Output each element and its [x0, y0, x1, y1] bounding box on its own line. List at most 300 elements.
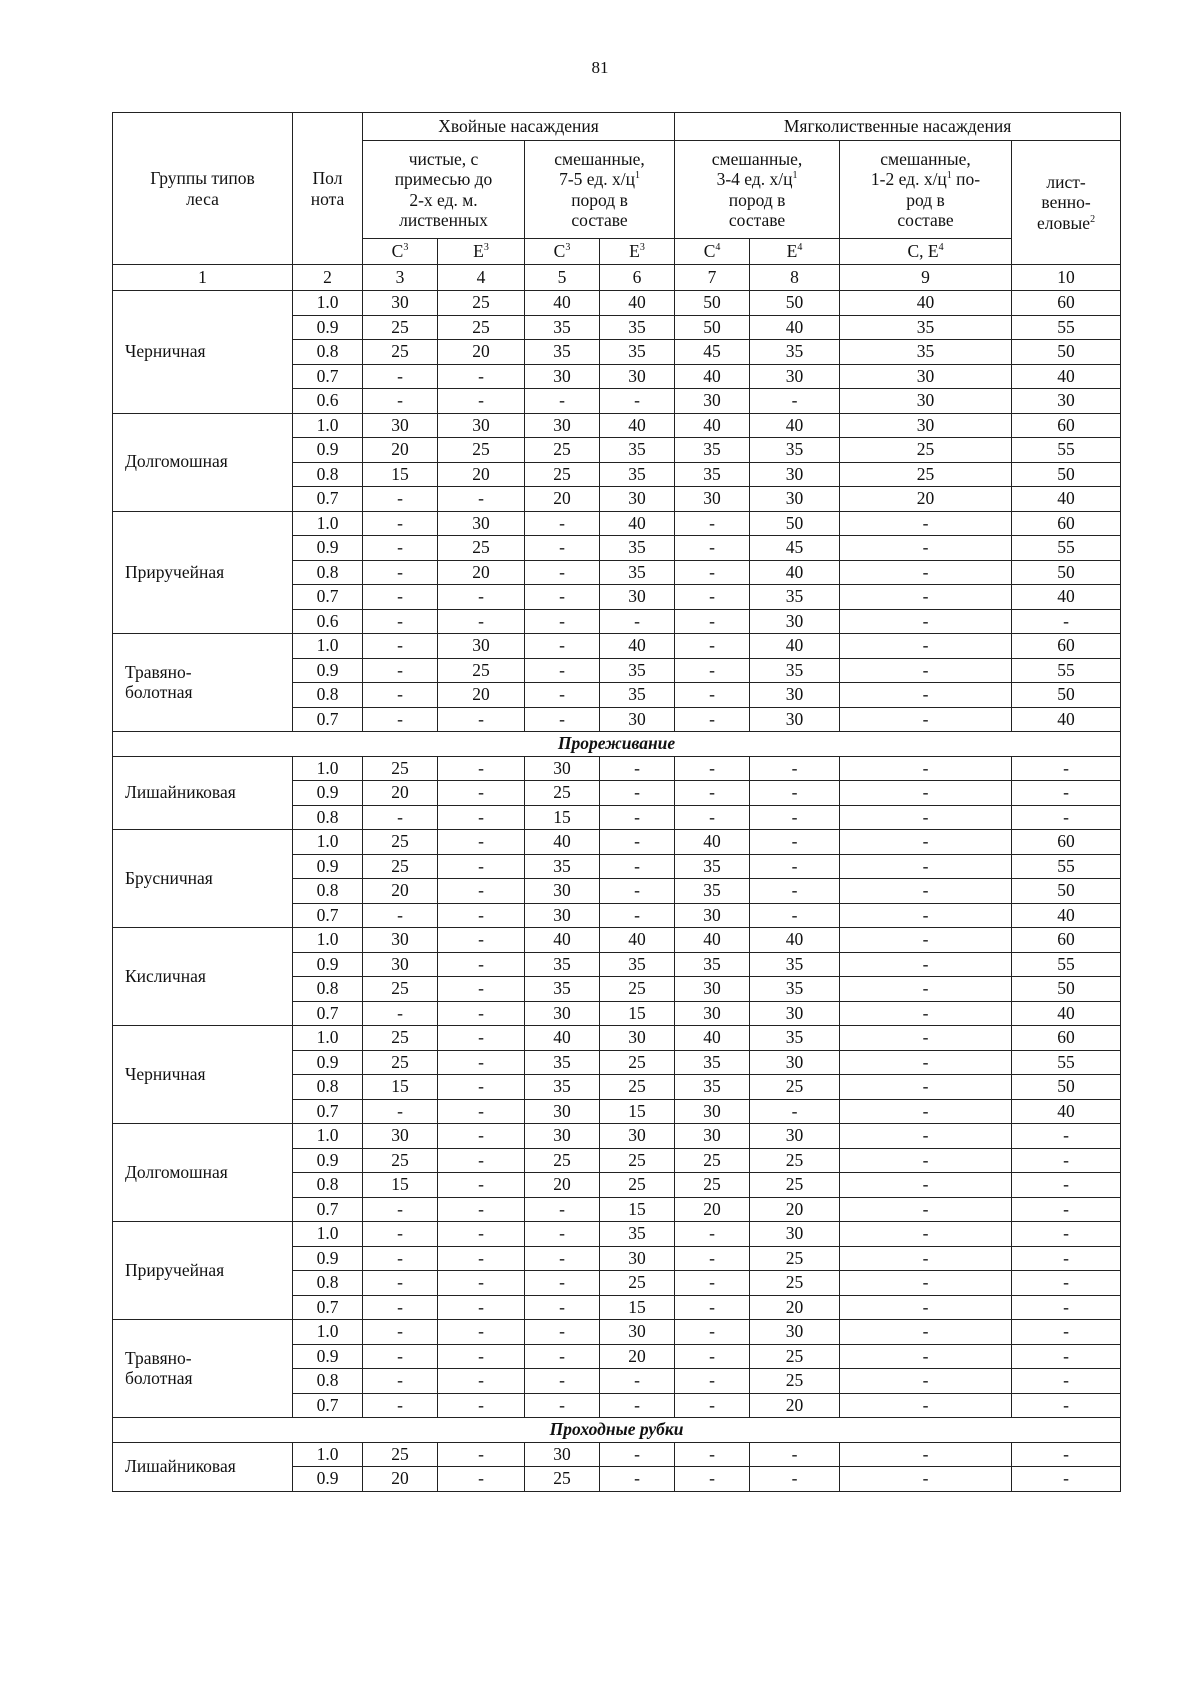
value-cell: -	[600, 805, 675, 830]
value-cell: -	[675, 609, 750, 634]
value-cell: 60	[1012, 928, 1121, 953]
density-cell: 1.0	[293, 756, 363, 781]
density-cell: 0.9	[293, 536, 363, 561]
value-cell: -	[1012, 805, 1121, 830]
value-cell: 30	[750, 609, 840, 634]
value-cell: -	[840, 781, 1012, 806]
value-cell: 35	[675, 1075, 750, 1100]
value-cell: 50	[750, 511, 840, 536]
value-cell: 35	[525, 952, 600, 977]
value-cell: -	[1012, 1197, 1121, 1222]
value-cell: -	[840, 1320, 1012, 1345]
value-cell: -	[438, 1050, 525, 1075]
value-cell: -	[363, 1295, 438, 1320]
value-cell: -	[438, 756, 525, 781]
value-cell: 35	[525, 1050, 600, 1075]
value-cell: -	[840, 1001, 1012, 1026]
header-sub-deciduous-spruce: лист- венно- еловые$^2$	[1012, 141, 1121, 265]
value-cell: 20	[438, 560, 525, 585]
value-cell: 40	[750, 315, 840, 340]
value-cell: -	[1012, 1173, 1121, 1198]
value-cell: 50	[1012, 683, 1121, 708]
value-cell: 35	[750, 340, 840, 365]
value-cell: 20	[525, 1173, 600, 1198]
value-cell: -	[840, 634, 1012, 659]
forest-type-group: Лишайниковая	[113, 1442, 293, 1491]
value-cell: -	[438, 977, 525, 1002]
value-cell: -	[1012, 781, 1121, 806]
value-cell: 30	[525, 364, 600, 389]
value-cell: -	[438, 1369, 525, 1394]
density-cell: 0.9	[293, 658, 363, 683]
value-cell: -	[675, 805, 750, 830]
value-cell: -	[600, 903, 675, 928]
density-cell: 0.9	[293, 438, 363, 463]
value-cell: 40	[1012, 1099, 1121, 1124]
header-sub-mixed-3-4: смешанные, 3-4 ед. $х/ц^1$ пород в составе	[675, 141, 840, 239]
header-group-types: Группы типов леса	[113, 113, 293, 265]
column-number-cell: 8	[750, 265, 840, 291]
value-cell: 25	[363, 756, 438, 781]
value-cell: 15	[525, 805, 600, 830]
value-cell: -	[1012, 756, 1121, 781]
value-cell: -	[840, 903, 1012, 928]
value-cell: 35	[525, 977, 600, 1002]
density-cell: 0.7	[293, 1295, 363, 1320]
value-cell: -	[840, 756, 1012, 781]
value-cell: -	[363, 658, 438, 683]
value-cell: -	[600, 830, 675, 855]
value-cell: 30	[600, 585, 675, 610]
density-cell: 0.7	[293, 1001, 363, 1026]
density-cell: 0.9	[293, 1050, 363, 1075]
value-cell: 60	[1012, 1026, 1121, 1051]
density-cell: 1.0	[293, 634, 363, 659]
value-cell: -	[363, 1099, 438, 1124]
value-cell: -	[438, 805, 525, 830]
value-cell: -	[675, 1442, 750, 1467]
value-cell: -	[675, 658, 750, 683]
header-conifer: Хвойные насаждения	[363, 113, 675, 141]
density-cell: 0.7	[293, 1197, 363, 1222]
value-cell: -	[840, 977, 1012, 1002]
value-cell: 40	[600, 413, 675, 438]
value-cell: 25	[600, 1271, 675, 1296]
header-sub-pure: чистые, с примесью до 2-х ед. м. лиственных	[363, 141, 525, 239]
forest-type-group: Долгомошная	[113, 1124, 293, 1222]
value-cell: 55	[1012, 536, 1121, 561]
density-cell: 0.9	[293, 1246, 363, 1271]
density-cell: 0.7	[293, 364, 363, 389]
value-cell: -	[525, 536, 600, 561]
value-cell: -	[675, 560, 750, 585]
value-cell: 30	[525, 879, 600, 904]
value-cell: 55	[1012, 854, 1121, 879]
value-cell: 20	[525, 487, 600, 512]
value-cell: 30	[750, 1001, 840, 1026]
value-cell: -	[600, 609, 675, 634]
value-cell: -	[840, 1026, 1012, 1051]
value-cell: 35	[675, 1050, 750, 1075]
density-cell: 1.0	[293, 928, 363, 953]
column-number-cell: 4	[438, 265, 525, 291]
table-row	[113, 1320, 1121, 1345]
value-cell: 20	[750, 1197, 840, 1222]
value-cell: -	[438, 1246, 525, 1271]
density-cell: 1.0	[293, 1124, 363, 1149]
value-cell: -	[600, 781, 675, 806]
density-cell: 0.9	[293, 854, 363, 879]
value-cell: 30	[363, 291, 438, 316]
value-cell: 40	[675, 928, 750, 953]
value-cell: -	[438, 1124, 525, 1149]
value-cell: 25	[600, 1075, 675, 1100]
value-cell: 40	[1012, 487, 1121, 512]
table-row	[113, 1222, 1121, 1247]
value-cell: 25	[750, 1075, 840, 1100]
header-species-cell: $С^3$	[363, 239, 438, 265]
value-cell: -	[363, 903, 438, 928]
value-cell: 40	[750, 634, 840, 659]
value-cell: -	[675, 683, 750, 708]
value-cell: 50	[750, 291, 840, 316]
value-cell: 20	[438, 683, 525, 708]
value-cell: -	[840, 928, 1012, 953]
value-cell: -	[840, 1050, 1012, 1075]
column-number-cell: 1	[113, 265, 293, 291]
value-cell: 25	[363, 977, 438, 1002]
value-cell: -	[525, 609, 600, 634]
value-cell: -	[840, 536, 1012, 561]
forest-type-group: Долгомошная	[113, 413, 293, 511]
value-cell: -	[840, 1344, 1012, 1369]
table-row	[113, 830, 1121, 855]
value-cell: -	[1012, 1344, 1121, 1369]
value-cell: 50	[1012, 340, 1121, 365]
value-cell: 25	[525, 438, 600, 463]
value-cell: -	[438, 1320, 525, 1345]
value-cell: 30	[600, 1320, 675, 1345]
value-cell: -	[438, 1467, 525, 1492]
value-cell: -	[675, 634, 750, 659]
value-cell: 25	[363, 340, 438, 365]
value-cell: 25	[363, 1148, 438, 1173]
value-cell: -	[840, 952, 1012, 977]
section-title-row	[113, 1418, 1121, 1443]
column-number-cell: 2	[293, 265, 363, 291]
value-cell: -	[363, 1271, 438, 1296]
value-cell: -	[438, 1173, 525, 1198]
header-sub-mixed-1-2: смешанные, 1-2 ед. $х/ц^1$ по- род в составе	[840, 141, 1012, 239]
value-cell: 30	[525, 1124, 600, 1149]
value-cell: 30	[675, 903, 750, 928]
value-cell: 30	[675, 1124, 750, 1149]
forest-type-group: Брусничная	[113, 830, 293, 928]
value-cell: 35	[840, 315, 1012, 340]
value-cell: 35	[750, 438, 840, 463]
value-cell: -	[675, 585, 750, 610]
density-cell: 0.8	[293, 977, 363, 1002]
density-cell: 0.9	[293, 1148, 363, 1173]
value-cell: 35	[600, 683, 675, 708]
value-cell: 40	[675, 830, 750, 855]
value-cell: -	[750, 756, 840, 781]
value-cell: -	[438, 1442, 525, 1467]
value-cell: -	[750, 389, 840, 414]
value-cell: 40	[840, 291, 1012, 316]
value-cell: 30	[840, 364, 1012, 389]
value-cell: -	[675, 1320, 750, 1345]
value-cell: 30	[600, 707, 675, 732]
value-cell: 25	[525, 462, 600, 487]
value-cell: 40	[1012, 707, 1121, 732]
value-cell: 20	[750, 1393, 840, 1418]
value-cell: 15	[600, 1001, 675, 1026]
forest-type-group: Травяно- болотная	[113, 634, 293, 732]
value-cell: 35	[525, 1075, 600, 1100]
value-cell: 30	[750, 707, 840, 732]
value-cell: -	[840, 1271, 1012, 1296]
value-cell: 35	[600, 315, 675, 340]
value-cell: 25	[750, 1271, 840, 1296]
value-cell: -	[525, 634, 600, 659]
value-cell: -	[525, 1344, 600, 1369]
density-cell: 0.8	[293, 805, 363, 830]
value-cell: 30	[438, 413, 525, 438]
value-cell: 35	[600, 536, 675, 561]
value-cell: -	[438, 903, 525, 928]
value-cell: -	[438, 1295, 525, 1320]
section-title: Проходные рубки	[113, 1418, 1121, 1443]
value-cell: 45	[675, 340, 750, 365]
value-cell: 20	[363, 1467, 438, 1492]
value-cell: 20	[363, 781, 438, 806]
value-cell: -	[438, 1344, 525, 1369]
value-cell: -	[840, 707, 1012, 732]
forest-type-group: Черничная	[113, 291, 293, 414]
value-cell: -	[363, 585, 438, 610]
value-cell: 30	[525, 756, 600, 781]
value-cell: 30	[525, 413, 600, 438]
value-cell: 50	[1012, 462, 1121, 487]
value-cell: 40	[750, 560, 840, 585]
value-cell: -	[750, 1442, 840, 1467]
value-cell: -	[363, 1246, 438, 1271]
value-cell: -	[840, 854, 1012, 879]
value-cell: 30	[750, 1124, 840, 1149]
forest-type-group: Приручейная	[113, 511, 293, 634]
value-cell: 15	[363, 1173, 438, 1198]
value-cell: -	[600, 1369, 675, 1394]
value-cell: -	[363, 1001, 438, 1026]
value-cell: 40	[525, 1026, 600, 1051]
value-cell: -	[750, 1467, 840, 1492]
value-cell: 20	[600, 1344, 675, 1369]
value-cell: -	[363, 536, 438, 561]
value-cell: -	[438, 707, 525, 732]
table-row	[113, 291, 1121, 316]
value-cell: -	[438, 1001, 525, 1026]
density-cell: 0.8	[293, 462, 363, 487]
density-cell: 0.9	[293, 952, 363, 977]
value-cell: 35	[675, 952, 750, 977]
value-cell: -	[750, 830, 840, 855]
value-cell: 60	[1012, 634, 1121, 659]
value-cell: -	[525, 511, 600, 536]
forest-type-group: Лишайниковая	[113, 756, 293, 830]
value-cell: -	[675, 707, 750, 732]
value-cell: 15	[363, 1075, 438, 1100]
value-cell: -	[600, 1442, 675, 1467]
column-number-cell: 10	[1012, 265, 1121, 291]
value-cell: 25	[525, 1148, 600, 1173]
value-cell: 30	[363, 952, 438, 977]
value-cell: -	[600, 854, 675, 879]
value-cell: -	[525, 389, 600, 414]
value-cell: 50	[1012, 1075, 1121, 1100]
forest-type-group: Травяно- болотная	[113, 1320, 293, 1418]
value-cell: -	[438, 1222, 525, 1247]
value-cell: -	[840, 683, 1012, 708]
column-number-cell: 7	[675, 265, 750, 291]
value-cell: -	[600, 879, 675, 904]
header-species-cell: $С^4$	[675, 239, 750, 265]
value-cell: -	[525, 658, 600, 683]
header-species-cell: С, $Е^4$	[840, 239, 1012, 265]
value-cell: 40	[600, 928, 675, 953]
value-cell: 30	[675, 977, 750, 1002]
density-cell: 0.7	[293, 487, 363, 512]
value-cell: -	[363, 560, 438, 585]
value-cell: -	[1012, 609, 1121, 634]
forest-type-group: Кисличная	[113, 928, 293, 1026]
value-cell: 30	[840, 413, 1012, 438]
value-cell: 30	[675, 487, 750, 512]
density-cell: 1.0	[293, 830, 363, 855]
value-cell: -	[675, 1467, 750, 1492]
value-cell: 40	[600, 511, 675, 536]
value-cell: -	[675, 1246, 750, 1271]
value-cell: 30	[600, 487, 675, 512]
value-cell: -	[525, 585, 600, 610]
value-cell: -	[525, 1369, 600, 1394]
table-row	[113, 756, 1121, 781]
value-cell: -	[675, 536, 750, 561]
density-cell: 0.8	[293, 560, 363, 585]
value-cell: 15	[600, 1099, 675, 1124]
table-row	[113, 1124, 1121, 1149]
value-cell: -	[438, 854, 525, 879]
value-cell: 40	[1012, 903, 1121, 928]
value-cell: -	[750, 781, 840, 806]
value-cell: 25	[363, 830, 438, 855]
density-cell: 1.0	[293, 1026, 363, 1051]
value-cell: -	[840, 1075, 1012, 1100]
value-cell: -	[750, 903, 840, 928]
value-cell: 30	[750, 462, 840, 487]
value-cell: 40	[675, 364, 750, 389]
value-cell: 20	[363, 879, 438, 904]
value-cell: -	[525, 1393, 600, 1418]
value-cell: -	[675, 756, 750, 781]
column-number-cell: 3	[363, 265, 438, 291]
value-cell: 20	[438, 340, 525, 365]
value-cell: -	[525, 1271, 600, 1296]
value-cell: 20	[675, 1197, 750, 1222]
value-cell: 25	[600, 1173, 675, 1198]
value-cell: 40	[525, 291, 600, 316]
value-cell: -	[675, 1295, 750, 1320]
value-cell: 40	[525, 928, 600, 953]
value-cell: 30	[600, 1026, 675, 1051]
value-cell: -	[438, 952, 525, 977]
value-cell: 15	[363, 462, 438, 487]
value-cell: 55	[1012, 1050, 1121, 1075]
value-cell: -	[363, 389, 438, 414]
value-cell: -	[438, 830, 525, 855]
value-cell: -	[1012, 1271, 1121, 1296]
value-cell: 35	[600, 462, 675, 487]
value-cell: -	[438, 1271, 525, 1296]
value-cell: 25	[750, 1246, 840, 1271]
value-cell: 50	[1012, 879, 1121, 904]
value-cell: -	[525, 1295, 600, 1320]
density-cell: 0.6	[293, 609, 363, 634]
value-cell: -	[363, 805, 438, 830]
value-cell: 25	[438, 536, 525, 561]
density-cell: 0.7	[293, 1393, 363, 1418]
value-cell: -	[1012, 1320, 1121, 1345]
value-cell: 35	[600, 438, 675, 463]
value-cell: -	[840, 1197, 1012, 1222]
value-cell: 25	[363, 854, 438, 879]
density-cell: 1.0	[293, 1442, 363, 1467]
value-cell: 40	[525, 830, 600, 855]
value-cell: 25	[750, 1369, 840, 1394]
value-cell: 25	[840, 438, 1012, 463]
value-cell: -	[363, 487, 438, 512]
value-cell: 35	[675, 462, 750, 487]
value-cell: -	[840, 879, 1012, 904]
value-cell: -	[840, 658, 1012, 683]
value-cell: 35	[525, 340, 600, 365]
value-cell: 40	[1012, 585, 1121, 610]
value-cell: 60	[1012, 413, 1121, 438]
value-cell: 40	[600, 634, 675, 659]
value-cell: 30	[840, 389, 1012, 414]
value-cell: -	[840, 1148, 1012, 1173]
value-cell: 30	[675, 1001, 750, 1026]
value-cell: 35	[675, 879, 750, 904]
value-cell: -	[363, 511, 438, 536]
value-cell: 35	[600, 658, 675, 683]
value-cell: 30	[525, 903, 600, 928]
value-cell: -	[438, 609, 525, 634]
density-cell: 0.9	[293, 1467, 363, 1492]
density-cell: 1.0	[293, 1222, 363, 1247]
density-cell: 0.7	[293, 903, 363, 928]
value-cell: -	[525, 1222, 600, 1247]
value-cell: 55	[1012, 658, 1121, 683]
value-cell: 20	[438, 462, 525, 487]
value-cell: -	[600, 756, 675, 781]
value-cell: 20	[363, 438, 438, 463]
value-cell: -	[840, 511, 1012, 536]
value-cell: 40	[1012, 364, 1121, 389]
value-cell: -	[438, 585, 525, 610]
value-cell: -	[840, 1246, 1012, 1271]
value-cell: -	[675, 1222, 750, 1247]
